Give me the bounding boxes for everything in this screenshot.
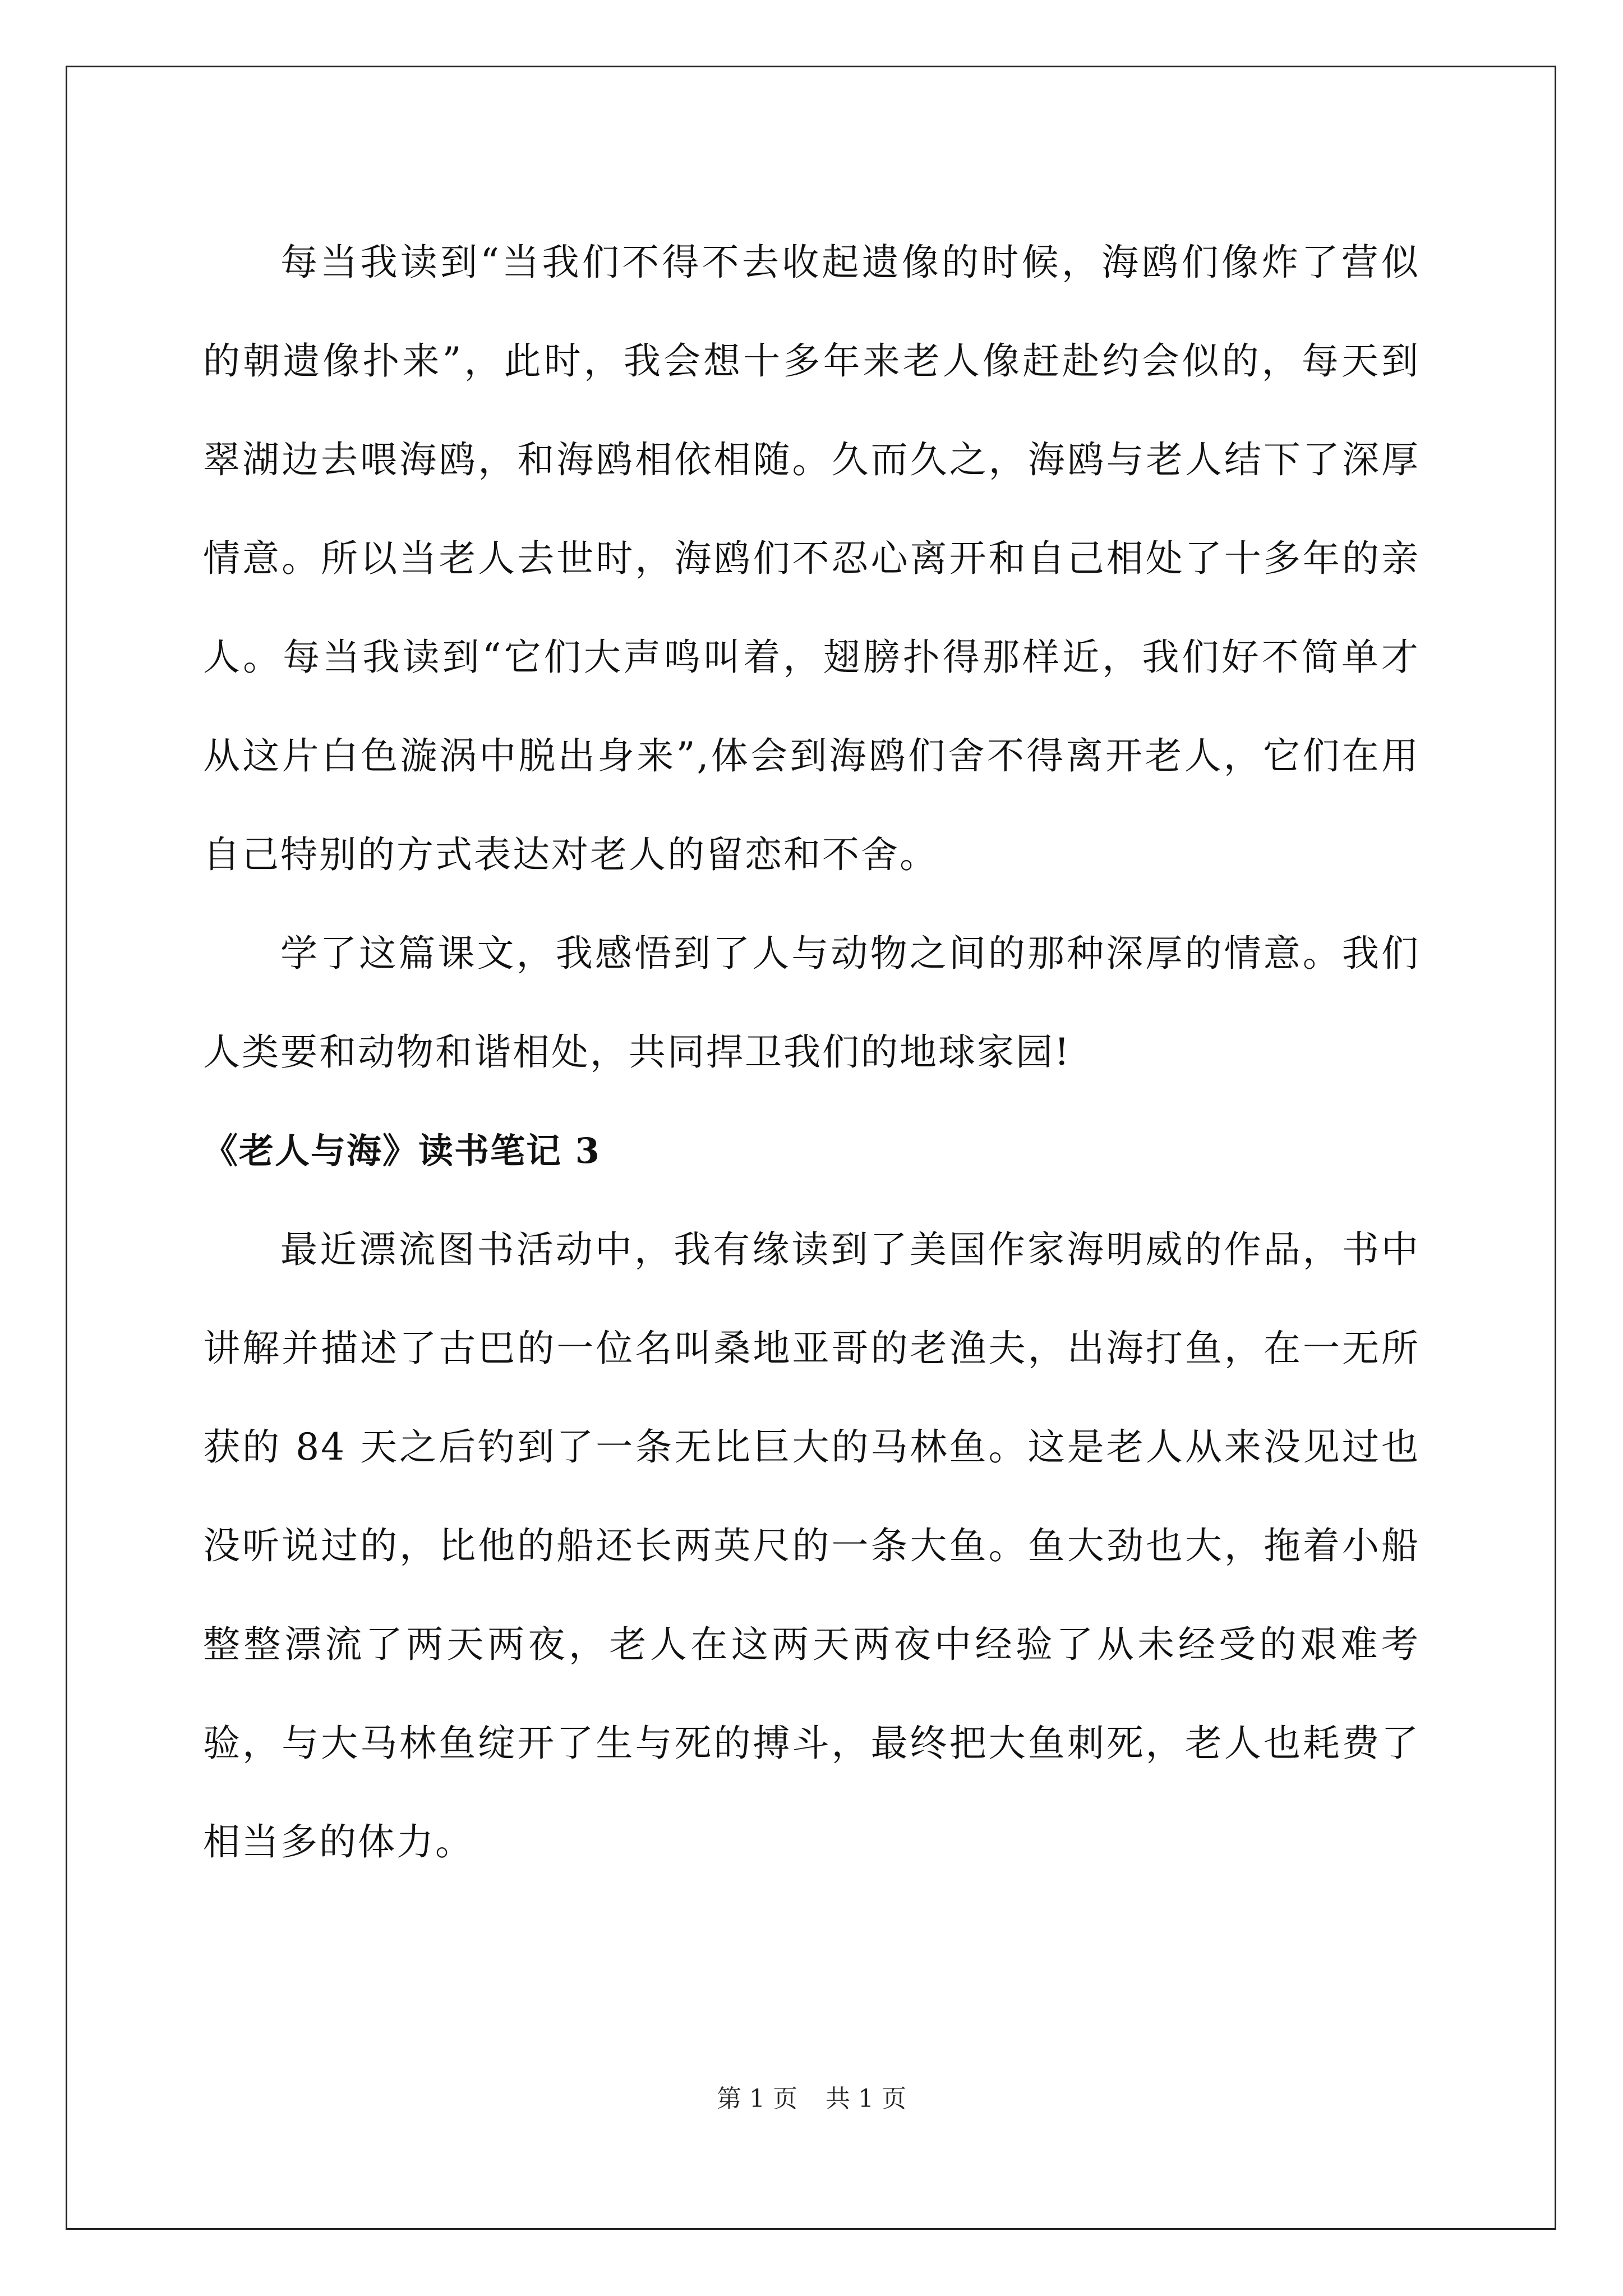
- paragraph-old-man-and-sea: 最近漂流图书活动中，我有缘读到了美国作家海明威的作品，书中讲解并描述了古巴的一位名叫桑地亚哥的老渔夫，出海打鱼，在一无所获的 84 天之后钓到了一条无比巨大的马林鱼。这是老人从来没见过也没听说过的，比他的船还长两英尺的一条大鱼。鱼大劲也大，拖着小船整整漂流了两天两夜，老人在这两天两夜中经验了从未经受的艰难考验，与大马林鱼绽开了生与死的搏斗，最终把大鱼刺死，老人也耗费了相当多的体力。: [203, 1228, 1420, 1864]
- page-number: 第 1 页: [717, 2085, 797, 2113]
- page-total: 共 1 页: [826, 2085, 906, 2113]
- document-body: [203, 213, 1420, 1892]
- paragraph-seagull-memorial: 每当我读到“当我们不得不去收起遗像的时候，海鸥们像炸了营似的朝遗像扑来”，此时，我会想十多年来老人像赶赴约会似的，每天到翠湖边去喂海鸥，和海鸥相依相随。久而久之，海鸥与老人结下了深厚情意。所以当老人去世时，海鸥们不忍心离开和自己相处了十多年的亲人。每当我读到“它们大声鸣叫着，翅膀扑得那样近，我们好不简单才从这片白色漩涡中脱出身来”,体会到海鸥们舍不得离开老人，它们在用自己特别的方式表达对老人的留恋和不舍。: [203, 241, 1420, 876]
- page-footer: [0, 2082, 1623, 2116]
- section-title: 《老人与海》读书笔记 3: [203, 1130, 601, 1171]
- paragraph-reflection: 学了这篇课文，我感悟到了人与动物之间的那种深厚的情意。我们人类要和动物和谐相处，共同捍卫我们的地球家园!: [203, 932, 1420, 1074]
